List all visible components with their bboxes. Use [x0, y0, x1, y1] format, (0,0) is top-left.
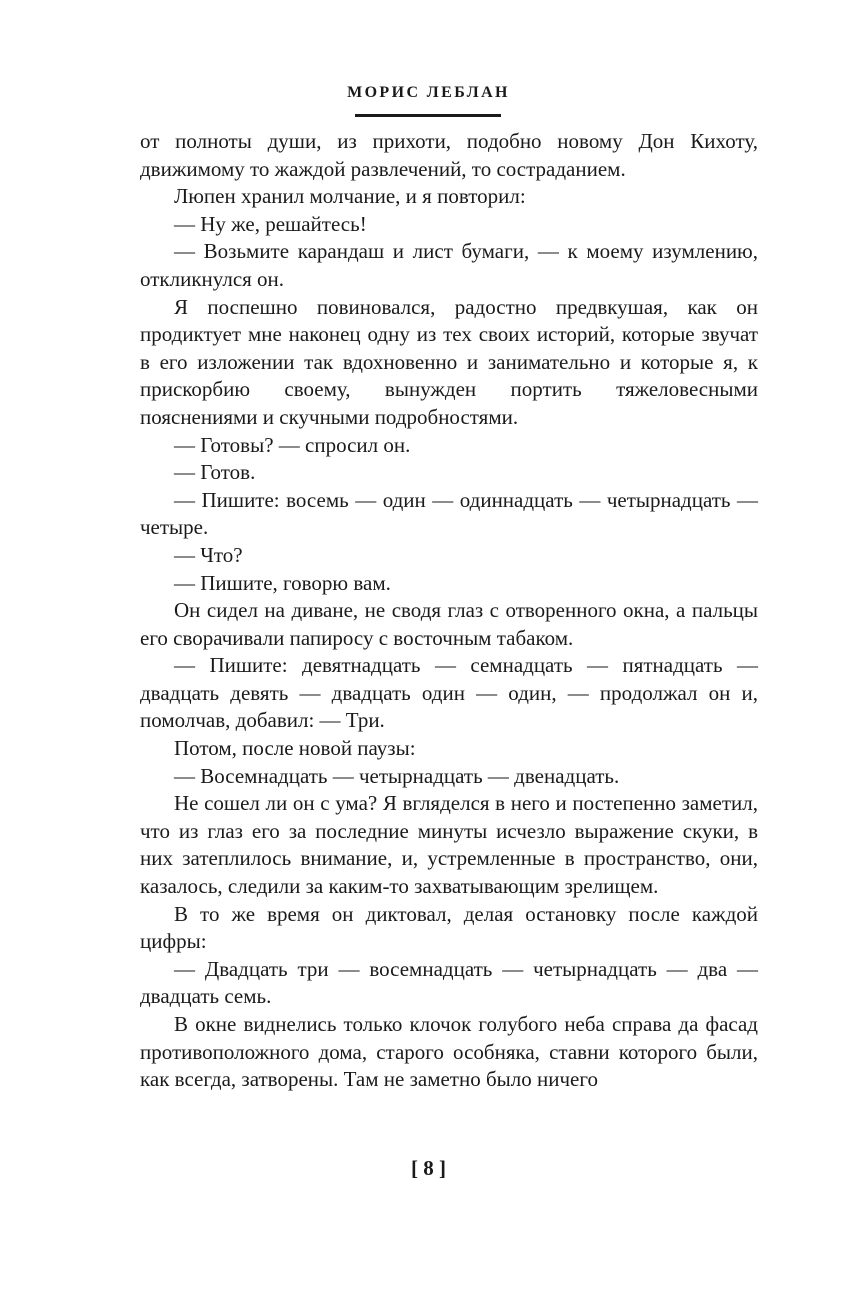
paragraph: — Возьмите карандаш и лист бумаги, — к моему изумлению, откликнулся он.: [140, 239, 758, 291]
paragraph: В окне виднелись только клочок голубого неба справа да фасад противоположного дома, старого особняка, ставни которого были, как всегда, затворены. Там не заметно было ничего: [140, 1012, 758, 1092]
paragraph: В то же время он диктовал, делая остановку после каждой цифры:: [140, 901, 758, 954]
paragraph: от полноты души, из прихоти, подобно новому Дон Кихоту, движимому то жаждой развлечений, то состраданием.: [140, 129, 758, 181]
paragraph: Я поспешно повиновался, радостно предвкушая, как он продиктует мне наконец одну из тех своих историй, которые звучат в его изложении так вдохновенно и занимательно и которые я, к прискорбию своему, вынужден портить тяжеловесными пояснениями и скучными подробностями.: [140, 294, 758, 429]
paragraph: — Пишите, говорю вам.: [174, 570, 391, 595]
body-text: [140, 128, 758, 1094]
paragraph: — Готовы? — спросил он.: [174, 432, 411, 457]
paragraph: — Пишите: девятнадцать — семнадцать — пятнадцать — двадцать девять — двадцать один — один, — продолжал он и, помолчав, добавил: — Три.: [140, 653, 758, 733]
paragraph: — Ну же, решайтесь!: [174, 211, 367, 236]
paragraph: — Восемнадцать — четырнадцать — двенадцать.: [174, 763, 620, 788]
paragraph: Не сошел ли он с ума? Я вгляделся в него и постепенно заметил, что из глаз его за последние минуты исчезло выражение скуки, в них затеплилось внимание, и, устремленные в пространство, они, казалось, следили за каким-то захватывающим зрелищем.: [140, 791, 758, 899]
paragraph: — Готов.: [174, 460, 256, 485]
paragraph: — Что?: [174, 542, 243, 567]
page-number: [ 8 ]: [411, 1156, 446, 1180]
paragraph: — Пишите: восемь — один — одиннадцать — четырнадцать — четыре.: [140, 487, 758, 540]
header-rule: [355, 114, 501, 117]
paragraph: Он сидел на диване, не сводя глаз с отворенного окна, а пальцы его сворачивали папиросу с восточным табаком.: [140, 598, 758, 650]
paragraph: Потом, после новой паузы:: [174, 736, 416, 761]
paragraph: Люпен хранил молчание, и я повторил:: [174, 184, 526, 209]
running-title: МОРИС ЛЕБЛАН: [347, 84, 510, 101]
paragraph: — Двадцать три — восемнадцать — четырнадцать — два — двадцать семь.: [140, 956, 758, 1009]
